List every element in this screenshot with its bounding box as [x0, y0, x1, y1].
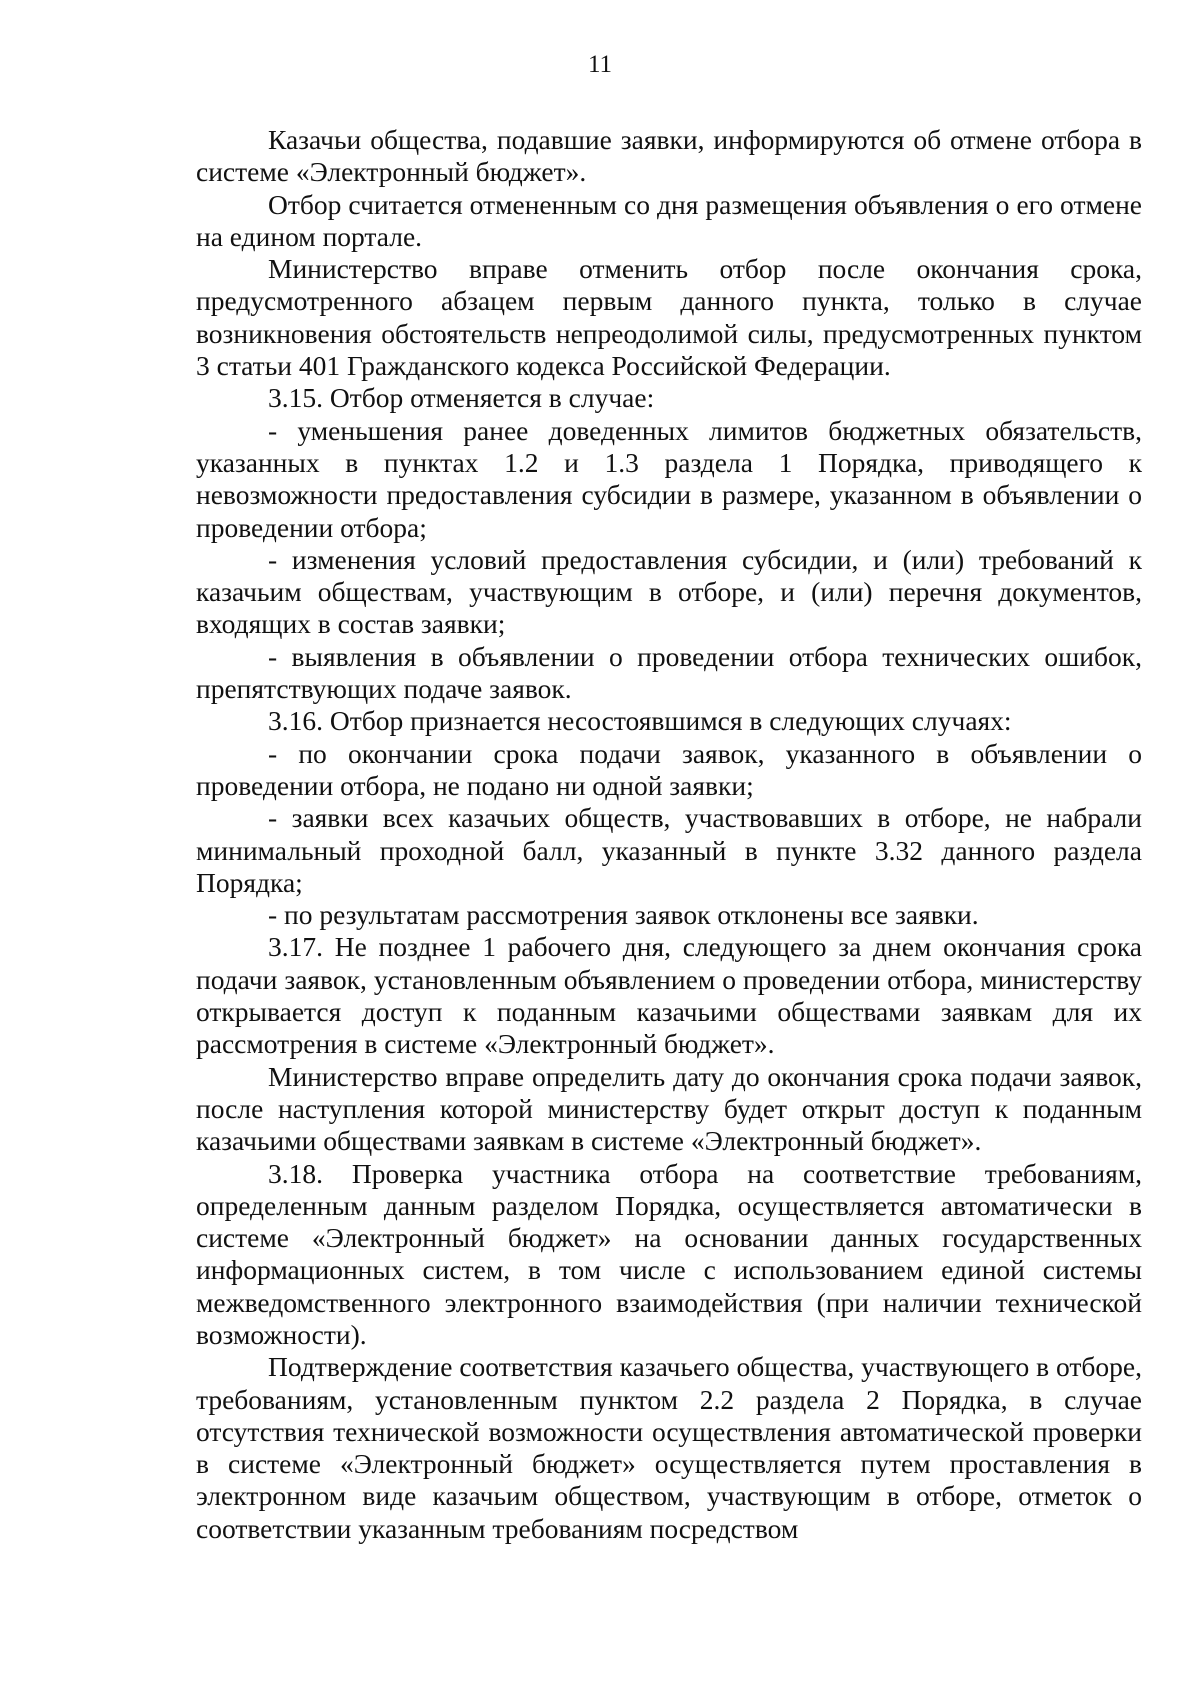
clause-3-17: 3.17. Не позднее 1 рабочего дня, следующего за днем окончания срока подачи заявок, установленным объявлением о проведении отбора, министерству открывается доступ к поданным казачьими обществами заявкам для их рассмотрения в системе «Электронный бюджет». [196, 931, 1142, 1060]
paragraph-cancel-date: Отбор считается отмененным со дня размещения объявления о его отмене на едином портале. [196, 188, 1142, 252]
clause-3-15-item-errors: - выявления в объявлении о проведении отбора технических ошибок, препятствующих подаче заявок. [196, 640, 1142, 705]
clause-3-16-item-no-applications: - по окончании срока подачи заявок, указанного в объявлении о проведении отбора, не подано ни одной заявки; [196, 737, 1142, 801]
clause-3-18: 3.18. Проверка участника отбора на соответствие требованиям, определенным данным разделом Порядка, осуществляется автоматически в системе «Электронный бюджет» на основании данных государственных информационных систем, в том числе с использованием единой системы межведомственного электронного взаимодействия (при наличии технической возможности). [196, 1157, 1142, 1350]
clause-3-16-item-all-rejected: - по результатам рассмотрения заявок отклонены все заявки. [268, 899, 979, 931]
clause-3-16-heading: 3.16. Отбор признается несостоявшимся в следующих случаях: [268, 705, 1012, 737]
paragraph-force-majeure: Министерство вправе отменить отбор после окончания срока, предусмотренного абзацем первым данного пункта, только в случае возникновения обстоятельств непреодолимой силы, предусмотренных пунктом 3 статьи 401 Гражданского кодекса Российской Федерации. [196, 253, 1142, 382]
page-number: 11 [587, 51, 613, 78]
clause-3-15-item-limits: - уменьшения ранее доведенных лимитов бюджетных обязательств, указанных в пунктах 1.2 и 1.3 раздела 1 Порядка, приводящего к невозможности предоставления субсидии в размере, указанном в объявлении о проведении отбора; [196, 414, 1142, 543]
paragraph-compliance-confirmation: Подтверждение соответствия казачьего общества, участвующего в отборе, требованиям, установленным пунктом 2.2 раздела 2 Порядка, в случае отсутствия технической возможности осуществления автоматической проверки в системе «Электронный бюджет» осуществляется путем проставления в электронном виде казачьим обществом, участвующим в отборе, отметок о соответствии указанным требованиям посредством [196, 1351, 1142, 1544]
document-body [196, 124, 1142, 1545]
paragraph-cancel-notification: Казачьи общества, подавшие заявки, информируются об отмене отбора в системе «Электронный бюджет». [196, 124, 1142, 188]
clause-3-16-item-min-score: - заявки всех казачьих обществ, участвовавших в отборе, не набрали минимальный проходной балл, указанный в пункте 3.32 данного раздела Порядка; [196, 802, 1142, 898]
clause-3-15-heading: 3.15. Отбор отменяется в случае: [268, 382, 655, 414]
paragraph-access-date: Министерство вправе определить дату до окончания срока подачи заявок, после наступления которой министерству будет открыт доступ к поданным казачьими обществами заявкам в системе «Электронный бюджет». [196, 1060, 1142, 1157]
clause-3-15-item-conditions: - изменения условий предоставления субсидии, и (или) требований к казачьим обществам, участвующим в отборе, и (или) перечня документов, входящих в состав заявки; [196, 543, 1142, 640]
